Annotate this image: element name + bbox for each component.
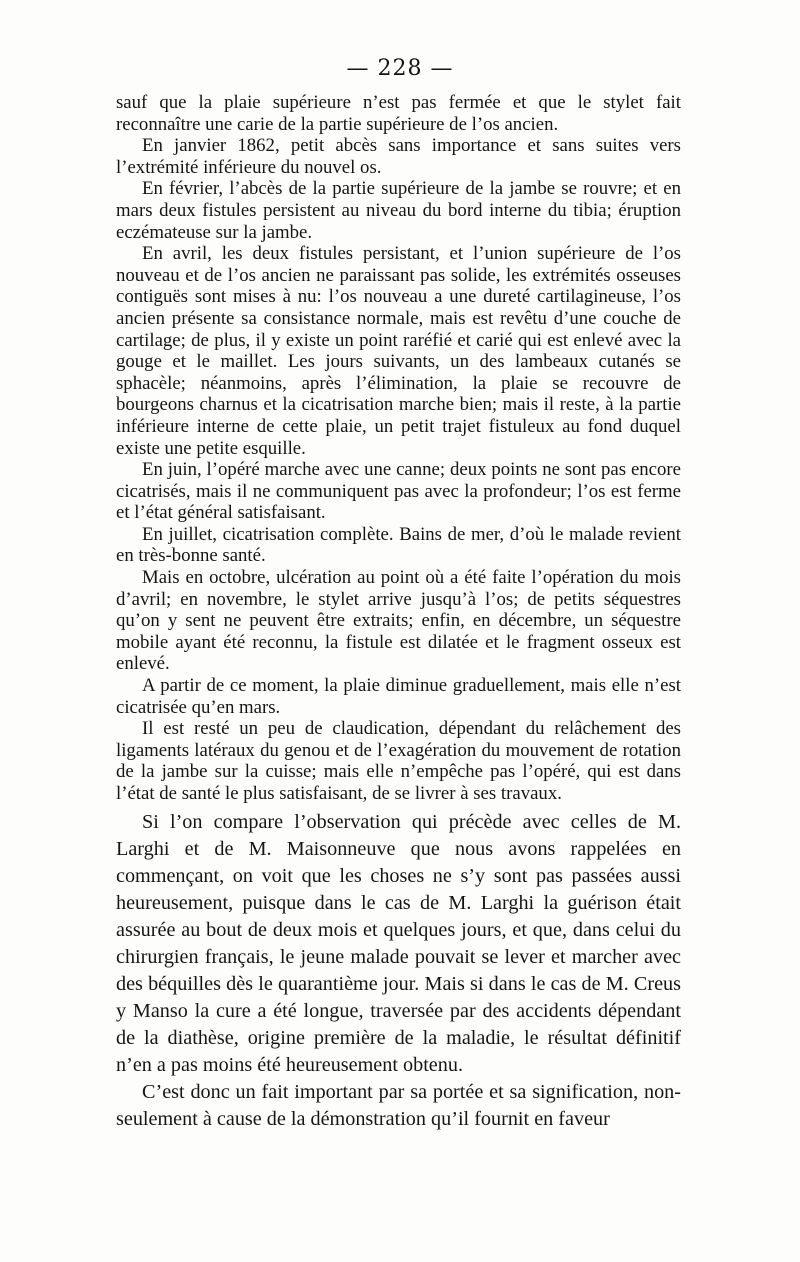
page-number: — 228 — — [346, 56, 454, 81]
paragraph-june: En juin, l’opéré marche avec une canne; deux points ne sont pas encore cicatrisés, mais il ne communiquent pas avec la profondeur; l’os est ferme et l’état général satisfaisant. — [116, 459, 681, 524]
paragraph-april: En avril, les deux fistules persistant, et l’union supérieure de l’os nouveau et de l’os ancien ne paraissant pas solide, les extrémités osseuses contiguës sont mises à nu: l’os nouveau a une dureté cartilagineuse, l’os ancien présente sa consistance normale, mais est revêtu d’une couche de cartilage; de plus, il y existe un point raréfié et carié qui est enlevé avec la gouge et le maillet. Les jours suivants, un des lambeaux cutanés se sphacèle; néanmoins, après l’élimination, la plaie se recouvre de bourgeons charnus et la cicatrisation marche bien; mais il reste, à la partie inférieure interne de cette plaie, un petit trajet fistuleux au fond duquel existe une petite esquille. — [116, 243, 681, 459]
paragraph-conclusion: C’est donc un fait important par sa portée et sa signification, non-seulement à cause de la démonstration qu’il fournit en faveur — [116, 1080, 681, 1130]
paragraph-january: En janvier 1862, petit abcès sans importance et sans suites vers l’extrémité inférieure du nouvel os. — [116, 135, 681, 178]
paragraph-march: A partir de ce moment, la plaie diminue graduellement, mais elle n’est cicatrisée qu’en mars. — [116, 675, 681, 718]
page-body — [116, 92, 681, 1133]
paragraph-february: En février, l’abcès de la partie supérieure de la jambe se rouvre; et en mars deux fistules persistent au niveau du bord interne du tibia; éruption eczémateuse sur la jambe. — [116, 178, 681, 243]
paragraph-outcome: Il est resté un peu de claudication, dépendant du relâchement des ligaments latéraux du genou et de l’exagération du mouvement de rotation de la jambe sur la cuisse; mais elle n’empêche pas l’opéré, qui est dans l’état de santé le plus satisfaisant, de se livrer à ses travaux. — [116, 718, 681, 804]
paragraph-july: En juillet, cicatrisation complète. Bains de mer, d’où le malade revient en très-bonne santé. — [116, 523, 681, 567]
paragraph-october: Mais en octobre, ulcération au point où a été faite l’opération du mois d’avril; en novembre, le stylet arrive jusqu’à l’os; de petits séquestres qu’on y sent ne peuvent être extraits; enfin, en décembre, un séquestre mobile ayant été reconnu, la fistule est dilatée et le fragment osseux est enlevé. — [116, 567, 681, 675]
paragraph-continuation: sauf que la plaie supérieure n’est pas fermée et que le stylet fait reconnaître une carie de la partie supérieure de l’os ancien. — [116, 92, 681, 135]
paragraph-comparison: Si l’on compare l’observation qui précède avec celles de M. Larghi et de M. Maisonneuve que nous avons rappelées en commençant, on voit que les choses ne s’y sont pas passées aussi heureusement, puisque dans le cas de M. Larghi la guérison était assurée au bout de deux mois et quelques jours, et que, dans celui du chirurgien français, le jeune malade pouvait se lever et marcher avec des béquilles dès le quarantième jour. Mais si dans le cas de M. Creus y Manso la cure a été longue, traversée par des accidents dépendant de la diathèse, origine première de la maladie, le résultat définitif n’en a pas moins été heureusement obtenu. — [116, 810, 681, 1076]
